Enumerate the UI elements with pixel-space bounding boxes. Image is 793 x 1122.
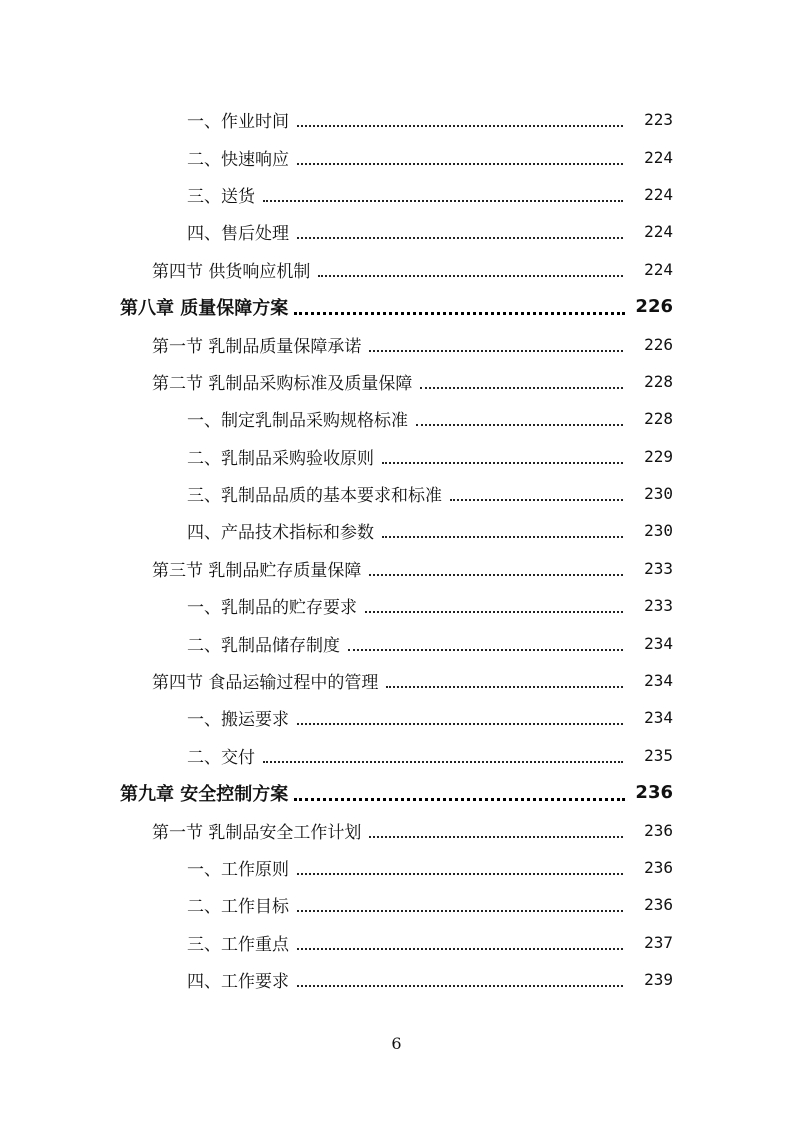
dot-leader (297, 124, 623, 127)
toc-subsection-entry[interactable] (0, 886, 793, 923)
toc-subsection-entry[interactable] (0, 924, 793, 961)
toc-entry-title: 第八章 质量保障方案 (120, 297, 289, 319)
toc-subsection-entry[interactable] (0, 699, 793, 736)
toc-entry-title: 一、工作原则 (187, 860, 289, 880)
toc-entry-title: 一、作业时间 (187, 112, 289, 133)
toc-entry-page: 239 (644, 970, 673, 990)
dot-leader (297, 947, 623, 950)
dot-leader (297, 872, 623, 875)
toc-section-entry[interactable] (0, 363, 793, 400)
toc-subsection-entry[interactable] (0, 512, 793, 549)
toc-entry-title: 第二节 乳制品采购标准及质量保障 (152, 373, 413, 394)
toc-entry-page: 229 (644, 446, 673, 466)
toc-entry-page: 226 (635, 296, 673, 318)
dot-leader (318, 274, 623, 277)
toc-entry-title: 二、乳制品储存制度 (187, 635, 340, 656)
toc-entry-page: 236 (644, 895, 673, 915)
toc-subsection-entry[interactable] (0, 737, 793, 774)
toc-entry-title: 第四节 食品运输过程中的管理 (152, 673, 379, 694)
dot-leader (382, 461, 623, 464)
toc-section-entry[interactable] (0, 550, 793, 587)
toc-entry-page: 236 (635, 782, 673, 804)
toc-entry-page: 230 (644, 484, 673, 504)
dot-leader (297, 162, 623, 165)
dot-leader (382, 535, 623, 538)
toc-subsection-entry[interactable] (0, 213, 793, 250)
toc-subsection-entry[interactable] (0, 475, 793, 512)
toc-subsection-entry[interactable] (0, 101, 793, 138)
toc-entry-page: 224 (644, 222, 673, 242)
toc-entry-page: 224 (644, 147, 673, 167)
toc-entry-title: 三、乳制品品质的基本要求和标准 (187, 486, 442, 507)
dot-leader (450, 498, 623, 501)
toc-entry-page: 234 (644, 633, 673, 653)
toc-entry-title: 三、送货 (187, 186, 255, 207)
toc-subsection-entry[interactable] (0, 176, 793, 213)
toc-section-entry[interactable] (0, 325, 793, 362)
dot-leader (386, 685, 623, 688)
toc-entry-page: 235 (644, 745, 673, 765)
dot-leader (297, 984, 623, 987)
toc-entry-title: 第四节 供货响应机制 (152, 261, 311, 282)
dot-leader (294, 311, 625, 315)
toc-entry-title: 二、乳制品采购验收原则 (187, 448, 374, 469)
toc-subsection-entry[interactable] (0, 624, 793, 661)
toc-entry-title: 二、工作目标 (187, 897, 289, 918)
toc-subsection-entry[interactable] (0, 849, 793, 886)
dot-leader (369, 573, 623, 576)
toc-section-entry[interactable] (0, 251, 793, 288)
toc-entry-page: 234 (644, 708, 673, 728)
dot-leader (369, 835, 623, 838)
toc-subsection-entry[interactable] (0, 438, 793, 475)
toc-entry-title: 一、制定乳制品采购规格标准 (187, 411, 408, 432)
toc-entry-page: 234 (644, 671, 673, 691)
dot-leader (297, 909, 623, 912)
dot-leader (263, 760, 623, 763)
toc-entry-page: 223 (644, 110, 673, 130)
toc-entry-page: 228 (644, 371, 673, 391)
dot-leader (294, 797, 625, 801)
toc-entry-page: 236 (644, 858, 673, 877)
toc-entry-page: 236 (644, 820, 673, 840)
dot-leader (369, 349, 623, 352)
toc-subsection-entry[interactable] (0, 138, 793, 175)
toc-entry-title: 第九章 安全控制方案 (120, 783, 289, 805)
toc-chapter-entry[interactable] (0, 288, 793, 325)
toc-entry-page: 226 (644, 334, 673, 354)
page-number: 6 (391, 1034, 402, 1053)
toc-entry-title: 四、售后处理 (187, 224, 289, 245)
toc-section-entry[interactable] (0, 811, 793, 848)
toc-entry-page: 230 (644, 521, 673, 541)
dot-leader (416, 423, 623, 426)
toc-entry-title: 二、交付 (187, 747, 255, 768)
toc-entry-page: 224 (644, 259, 673, 279)
toc-entry-page: 233 (644, 558, 673, 578)
toc-entry-page: 233 (644, 596, 673, 616)
toc-entry-page: 237 (644, 932, 673, 952)
toc-section-entry[interactable] (0, 662, 793, 699)
toc-subsection-entry[interactable] (0, 587, 793, 624)
toc-entry-page: 228 (644, 409, 673, 429)
toc-entry-title: 第一节 乳制品安全工作计划 (152, 822, 362, 843)
toc-entry-title: 一、乳制品的贮存要求 (187, 598, 357, 619)
table-of-contents (0, 101, 793, 998)
dot-leader (263, 199, 623, 202)
dot-leader (297, 236, 623, 239)
toc-entry-page: 224 (644, 184, 673, 204)
toc-entry-title: 一、搬运要求 (187, 710, 289, 731)
toc-entry-title: 三、工作重点 (187, 934, 289, 955)
dot-leader (297, 722, 623, 725)
toc-chapter-entry[interactable] (0, 774, 793, 811)
toc-entry-title: 第一节 乳制品质量保障承诺 (152, 336, 362, 357)
toc-entry-title: 四、产品技术指标和参数 (187, 523, 374, 544)
toc-subsection-entry[interactable] (0, 961, 793, 998)
dot-leader (365, 610, 623, 613)
toc-subsection-entry[interactable] (0, 400, 793, 437)
dot-leader (420, 386, 623, 389)
toc-entry-title: 四、工作要求 (187, 972, 289, 993)
dot-leader (348, 648, 623, 651)
toc-entry-title: 二、快速响应 (187, 149, 289, 170)
toc-entry-title: 第三节 乳制品贮存质量保障 (152, 560, 362, 581)
